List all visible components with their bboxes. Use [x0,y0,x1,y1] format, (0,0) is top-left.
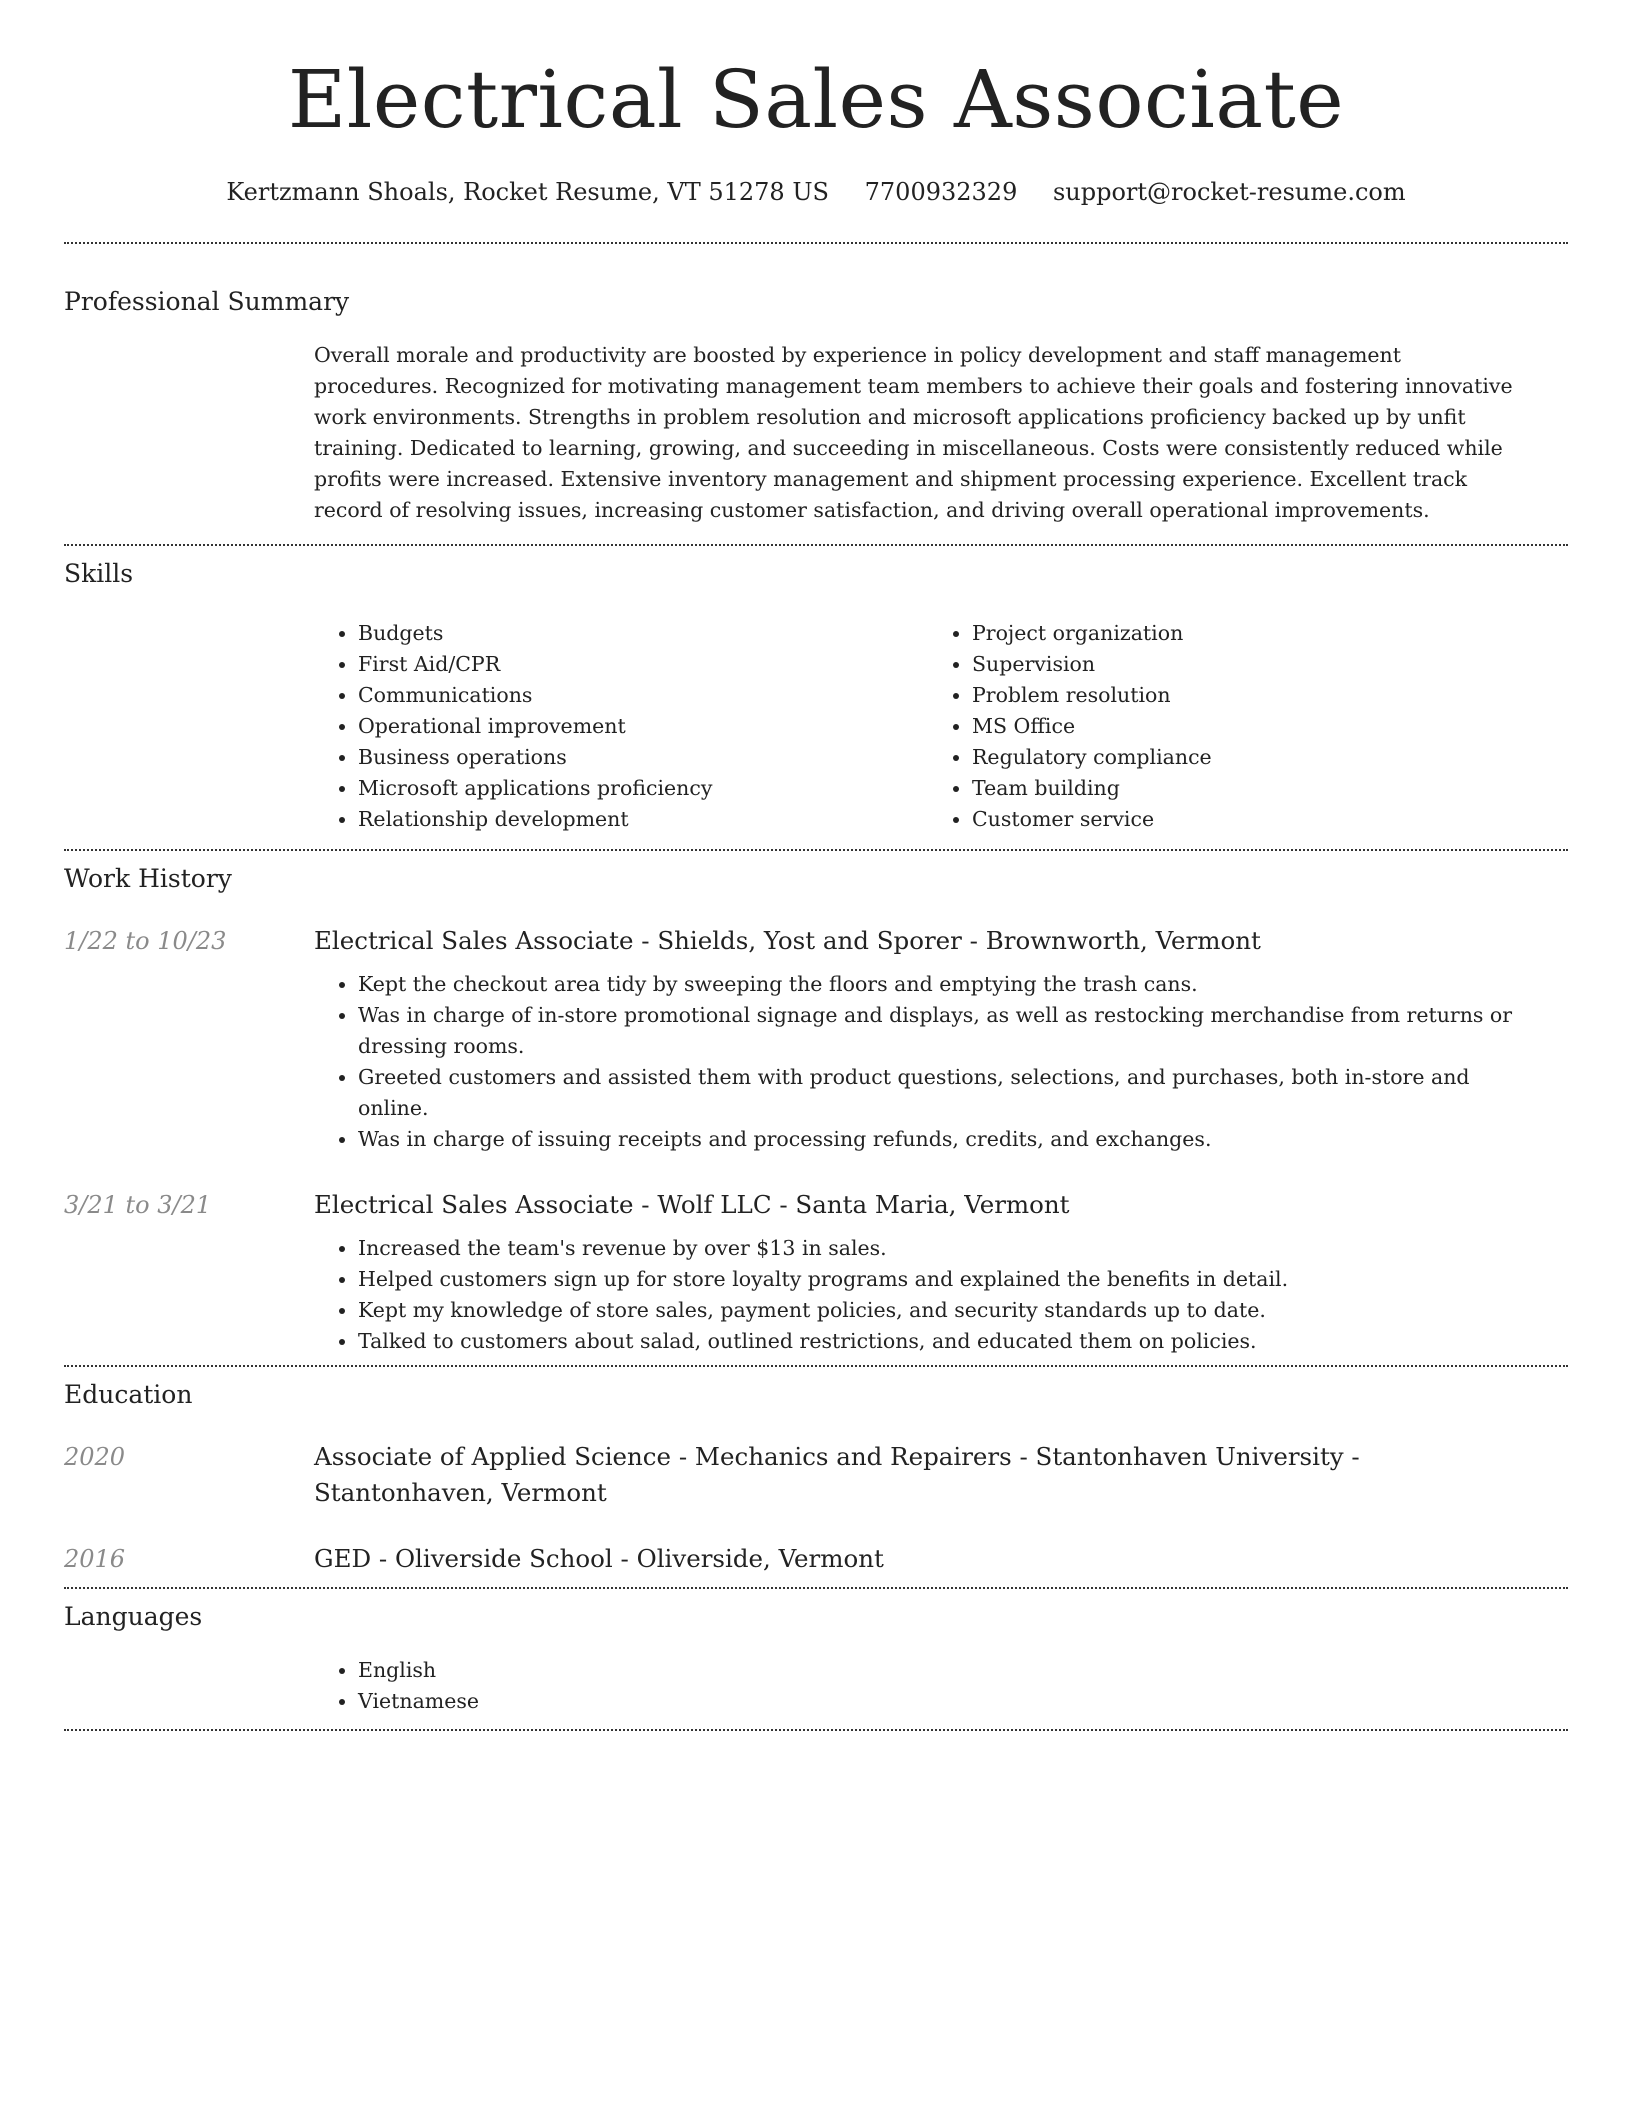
contact-address: Kertzmann Shoals, Rocket Resume, VT 51278 US [226,178,829,206]
work-history-heading: Work History [64,864,232,893]
skill-item: • Customer service [972,804,1542,835]
skills-columns [314,618,1568,835]
skills-list-left [314,618,928,835]
education-entry [64,1439,1568,1511]
skill-item: • Problem resolution [972,680,1542,711]
job-bullet: • Greeted customers and assisted them with product questions, selections, and purchases, both in-store and online. [358,1062,1528,1124]
job-title: Electrical Sales Associate - Wolf LLC - Santa Maria, Vermont [314,1190,1070,1219]
education-entry [64,1541,1568,1577]
work-history-section [64,851,1568,1365]
job-dates: 1/22 to 10/23 [64,927,227,955]
job-entry [64,1187,1568,1357]
skill-item: • Operational improvement [358,711,928,742]
skill-item: • First Aid/CPR [358,649,928,680]
languages-section [64,1589,1568,1729]
summary-section [64,244,1568,544]
job-bullets [314,969,1528,1155]
education-year: 2020 [64,1443,126,1471]
job-bullet: • Was in charge of issuing receipts and processing refunds, credits, and exchanges. [358,1124,1528,1155]
skill-item: • Relationship development [358,804,928,835]
skill-item: • MS Office [972,711,1542,742]
language-item: • Vietnamese [358,1686,1568,1717]
contact-phone: 7700932329 [864,178,1018,206]
skill-item: • Team building [972,773,1542,804]
job-bullet: • Kept my knowledge of store sales, payment policies, and security standards up to date. [358,1295,1528,1326]
education-title: Associate of Applied Science - Mechanics and Repairers - Stantonhaven University - Stantonhaven, Vermont [314,1442,1360,1507]
job-title: Electrical Sales Associate - Shields, Yost and Sporer - Brownworth, Vermont [314,926,1261,955]
job-dates: 3/21 to 3/21 [64,1191,212,1219]
job-bullets [314,1233,1528,1357]
contact-email: support@rocket-resume.com [1052,178,1406,206]
skill-item: • Budgets [358,618,928,649]
skills-list-right [928,618,1542,835]
summary-text: Overall morale and productivity are boosted by experience in policy development and staff management procedures. Recognized for motivating management team members to achieve their goals and fostering innovative work environments. Strengths in problem resolution and microsoft applications proficiency backed up by unfit training. Dedicated to learning, growing, and succeeding in miscellaneous. Costs were consistently reduced while profits were increased. Extensive inventory management and shipment processing experience. Excellent track record of resolving issues, increasing customer satisfaction, and driving overall operational improvements. [314,343,1513,522]
contact-line [64,176,1568,208]
job-bullet: • Helped customers sign up for store loyalty programs and explained the benefits in detail. [358,1264,1528,1295]
resume-title: Electrical Sales Associate [287,53,1345,146]
education-heading: Education [64,1380,193,1409]
job-bullet: • Increased the team's revenue by over $13 in sales. [358,1233,1528,1264]
job-bullet: • Talked to customers about salad, outlined restrictions, and educated them on policies. [358,1326,1528,1357]
languages-heading: Languages [64,1602,203,1631]
skill-item: • Supervision [972,649,1542,680]
skill-item: • Microsoft applications proficiency [358,773,928,804]
skills-heading: Skills [64,559,134,588]
divider [64,1729,1568,1731]
job-entry [64,923,1568,1155]
education-title: GED - Oliverside School - Oliverside, Vermont [314,1544,884,1573]
languages-list [314,1655,1568,1717]
language-item: • English [358,1655,1568,1686]
education-section [64,1367,1568,1587]
skills-section [64,546,1568,849]
skill-item: • Regulatory compliance [972,742,1542,773]
skill-item: • Project organization [972,618,1542,649]
summary-heading: Professional Summary [64,287,350,316]
education-year: 2016 [64,1545,126,1573]
skill-item: • Business operations [358,742,928,773]
job-bullet: • Kept the checkout area tidy by sweeping the floors and emptying the trash cans. [358,969,1528,1000]
job-bullet: • Was in charge of in-store promotional signage and displays, as well as restocking merchandise from returns or dressing rooms. [358,1000,1528,1062]
skill-item: • Communications [358,680,928,711]
